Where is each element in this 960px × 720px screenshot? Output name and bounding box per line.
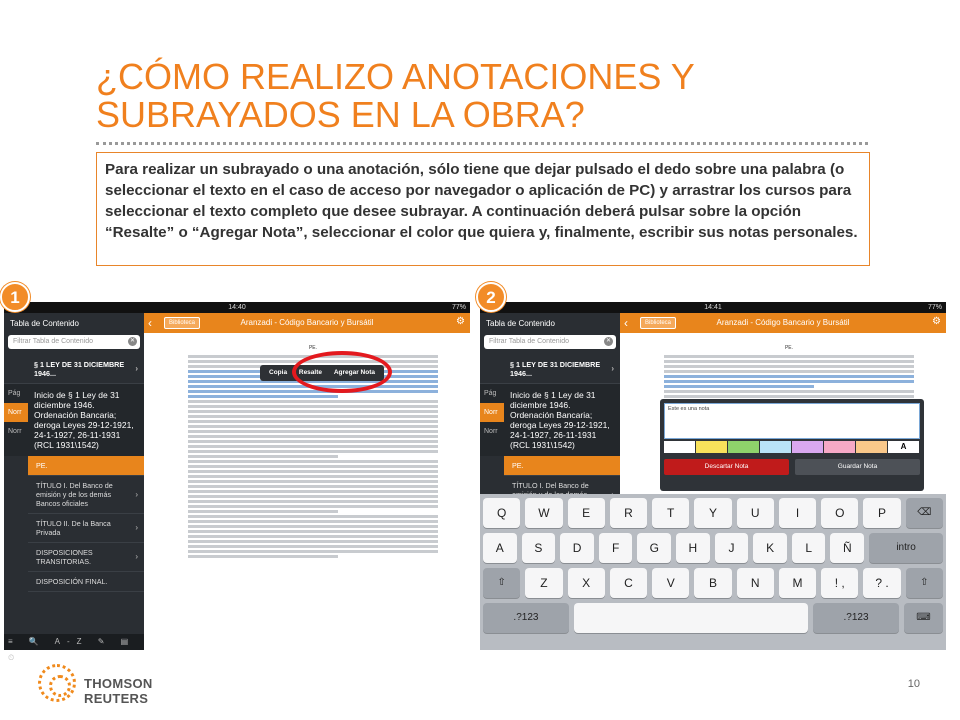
toc-header: Tabla de Contenido [10, 319, 79, 328]
discard-note-button[interactable]: Descartar Nota [664, 459, 789, 475]
key-C[interactable]: C [610, 568, 647, 598]
side-tab-norr-1[interactable]: Norr [480, 403, 504, 422]
toc-item-label: DISPOSICIONES TRANSITORIAS. [36, 548, 93, 566]
key-G[interactable]: G [637, 533, 671, 563]
toc-item-label: TÍTULO I. Del Banco de emisión y de los demás Bancos oficiales [36, 481, 113, 508]
page-label: PE. [308, 345, 318, 351]
toc-item-disp-final[interactable]: DISPOSICIÓN FINAL. [28, 572, 144, 592]
toc-item-pe[interactable]: PE. [504, 456, 620, 476]
toc-item-pe[interactable]: PE. [28, 456, 144, 476]
key-P[interactable]: P [863, 498, 900, 528]
color-swatch-7[interactable] [856, 441, 887, 453]
instructions-box: Para realizar un subrayado o una anotación, sólo tiene que dejar pulsado el dedo sobre una palabra (o seleccionar el texto en el caso de acceso por navegador o aplicación de PC) y arrastrar los cursos para seleccionar el texto completo que desee subrayar. A continuación deberá pulsar sobre la opción “Resalte” o “Agregar Nota”, seleccionar el color que quiera y, finalmente, escribir sus notas personales. [96, 152, 870, 266]
key-B[interactable]: B [694, 568, 731, 598]
clear-icon[interactable]: ✕ [605, 338, 612, 344]
note-text-field[interactable]: Este es una nota [664, 403, 920, 439]
book-title: Aranzadi - Código Bancario y Bursátil [716, 318, 850, 327]
key-Q[interactable]: Q [483, 498, 520, 528]
step-badge-1: 1 [0, 282, 30, 312]
toc-item-label: TÍTULO I. Del Banco de [512, 481, 589, 490]
key-N[interactable]: N [737, 568, 774, 598]
back-icon[interactable]: ‹ [624, 316, 628, 330]
key-Ñ[interactable]: Ñ [830, 533, 864, 563]
slide-title: ¿CÓMO REALIZO ANOTACIONES Y SUBRAYADOS EN LA OBRA? [96, 56, 695, 135]
logo-mark-icon [38, 664, 76, 702]
key-M[interactable]: M [779, 568, 816, 598]
key-.?123[interactable]: .?123 [483, 603, 569, 633]
key-V[interactable]: V [652, 568, 689, 598]
chevron-right-icon: › [611, 364, 614, 373]
battery-label: 77% [451, 304, 466, 311]
toc-header: Tabla de Contenido [486, 319, 555, 328]
key-S[interactable]: S [522, 533, 556, 563]
color-swatch-3[interactable] [728, 441, 759, 453]
key-.?123[interactable]: .?123 [813, 603, 899, 633]
key-hide-keyboard[interactable]: ⌨ [904, 603, 943, 633]
toc-breadcrumb-label: § 1 LEY DE 31 DICIEMBRE 1946... [34, 360, 125, 378]
key-Y[interactable]: Y [694, 498, 731, 528]
key-D[interactable]: D [560, 533, 594, 563]
side-tab-norr-1[interactable]: Norr [4, 403, 28, 422]
side-tab-norr-2[interactable]: Norr [484, 428, 498, 435]
reader-content [144, 313, 470, 650]
color-swatches [664, 441, 920, 453]
key-O[interactable]: O [821, 498, 858, 528]
gear-icon[interactable]: ⚙ [456, 316, 465, 327]
page-number: 10 [907, 678, 920, 690]
sidebar-toolbar[interactable]: ≡ 🔍 A-Z ✎ ▤ ⏲ [4, 634, 144, 650]
chevron-right-icon: › [135, 523, 138, 532]
key-Z[interactable]: Z [525, 568, 562, 598]
side-tab-pag[interactable]: Pág [8, 390, 21, 397]
step-badge-2: 2 [476, 282, 506, 312]
color-swatch-1[interactable] [664, 441, 695, 453]
key-F[interactable]: F [599, 533, 633, 563]
status-bar [4, 302, 470, 313]
key-intro[interactable]: intro [869, 533, 943, 563]
toc-filter-placeholder: Filtrar Tabla de Contenido [13, 338, 94, 345]
clear-icon[interactable]: ✕ [129, 338, 136, 344]
key-J[interactable]: J [715, 533, 749, 563]
key-H[interactable]: H [676, 533, 710, 563]
page-text[interactable] [664, 345, 914, 405]
chevron-right-icon: › [135, 489, 138, 499]
key-E[interactable]: E [568, 498, 605, 528]
clock: 14:41 [704, 304, 722, 311]
key-!,[interactable]: ! , [821, 568, 858, 598]
battery-label: 77% [927, 304, 942, 311]
toc-breadcrumb[interactable] [480, 355, 620, 384]
toc-filter-input[interactable] [8, 335, 140, 349]
toc-item-titulo-1[interactable] [28, 476, 144, 514]
chevron-right-icon: › [135, 552, 138, 561]
key-shift[interactable]: ⇧ [906, 568, 943, 598]
key-backspace[interactable]: ⌫ [906, 498, 943, 528]
color-swatch-6[interactable] [824, 441, 855, 453]
toc-filter-placeholder: Filtrar Tabla de Contenido [489, 338, 570, 345]
add-note-button[interactable]: Agregar Nota [333, 369, 375, 376]
key-K[interactable]: K [753, 533, 787, 563]
title-divider [96, 142, 868, 145]
library-button[interactable]: Biblioteca [164, 317, 200, 329]
toc-breadcrumb-label: § 1 LEY DE 31 DICIEMBRE 1946... [510, 360, 601, 378]
key-I[interactable]: I [779, 498, 816, 528]
toc-filter-input[interactable] [484, 335, 616, 349]
color-swatch-2[interactable] [696, 441, 727, 453]
highlight-callout-circle [292, 351, 392, 393]
key-U[interactable]: U [737, 498, 774, 528]
chevron-right-icon: › [135, 364, 138, 373]
note-dialog [660, 399, 924, 491]
color-swatch-5[interactable] [792, 441, 823, 453]
toc-breadcrumb[interactable] [4, 355, 144, 384]
key-T[interactable]: T [652, 498, 689, 528]
onscreen-keyboard [480, 494, 946, 650]
screenshot-1 [4, 302, 470, 662]
key-?.[interactable]: ? . [863, 568, 900, 598]
clock: 14:40 [228, 304, 246, 311]
status-bar [480, 302, 946, 313]
toc-sidebar [4, 313, 144, 662]
gear-icon[interactable]: ⚙ [932, 316, 941, 327]
reader-navbar [144, 313, 470, 333]
toc-inicio[interactable]: Inicio de § 1 Ley de 31 diciembre 1946. Ordenación Bancaria; deroga Leyes 29-12-1921, 24-1-1927, 26-11-1931 (RCL 1931\1542) [4, 384, 144, 456]
highlight-button[interactable]: Resalte [298, 369, 322, 376]
toc-item-disp-trans[interactable] [28, 543, 144, 572]
side-tab-norr-2[interactable]: Norr [8, 428, 22, 435]
key-A[interactable]: A [483, 533, 517, 563]
back-icon[interactable]: ‹ [148, 316, 152, 330]
toc-item-label: TÍTULO II. De la Banca Privada [36, 519, 111, 537]
key-L[interactable]: L [792, 533, 826, 563]
book-title: Aranzadi - Código Bancario y Bursátil [240, 318, 374, 327]
key-W[interactable]: W [525, 498, 562, 528]
toc-inicio[interactable]: Inicio de § 1 Ley de 31 diciembre 1946. Ordenación Bancaria; deroga Leyes 29-12-1921, 24-1-1927, 26-11-1931 (RCL 1931\1542) [480, 384, 620, 456]
save-note-button[interactable]: Guardar Nota [795, 459, 920, 475]
toc-item-titulo-2[interactable] [28, 514, 144, 543]
library-button[interactable]: Biblioteca [640, 317, 676, 329]
thomson-reuters-logo [38, 664, 218, 704]
screenshot-2 [480, 302, 946, 650]
reader-navbar [620, 313, 946, 333]
copy-button[interactable]: Copia [269, 369, 288, 376]
key-R[interactable]: R [610, 498, 647, 528]
font-style-button[interactable]: A [888, 441, 919, 453]
side-tab-pag[interactable]: Pág [484, 390, 497, 397]
color-swatch-4[interactable] [760, 441, 791, 453]
page-label: PE. [784, 345, 794, 351]
space-key[interactable] [574, 603, 808, 633]
key-shift[interactable]: ⇧ [483, 568, 520, 598]
logo-text: THOMSON REUTERS [84, 676, 153, 706]
key-X[interactable]: X [568, 568, 605, 598]
